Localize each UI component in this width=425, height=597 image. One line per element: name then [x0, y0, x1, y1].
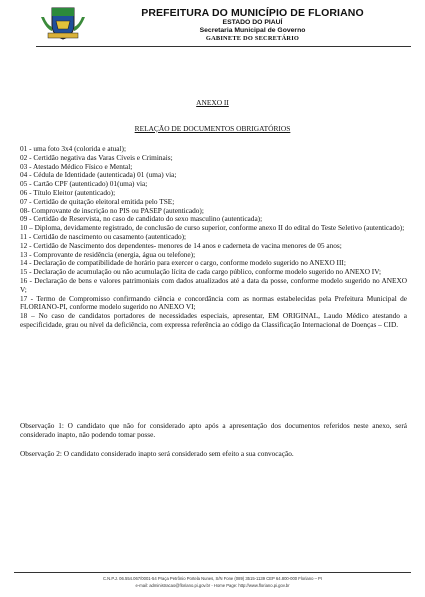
list-item: 12 - Certidão de Nascimento dos dependentes- menores de 14 anos e caderneta de vacina menores de 05 anos;	[20, 240, 342, 250]
observation-1: Observação 1: O candidato que não for considerado apto após a apresentação dos documentos referidos neste anexo, será considerado inapto, não podendo tomar posse.	[20, 421, 407, 439]
secretariat-name: Secretaria Municipal de Governo	[199, 27, 306, 34]
footer-divider	[14, 572, 411, 573]
list-item: 09 - Certidão de Reservista, no caso de candidato do sexo masculino (autenticada);	[20, 214, 263, 224]
list-item: 14 - Declaração de compatibilidade de horário para exercer o cargo, conforme modelo sugerido no ANEXO III;	[20, 258, 346, 268]
list-item: 13 - Comprovante de residência (energia, água ou telefone);	[20, 249, 196, 259]
annex-title: ANEXO II	[196, 98, 229, 107]
list-item: 16 - Declaração de bens e valores patrimoniais com dados atualizados até a data da posse, conforme modelo sugerido no ANEXO V;	[20, 275, 407, 294]
documents-list	[20, 145, 407, 330]
list-item: 17 - Termo de Compromisso confirmando ciência e concordância com as normas estabelecidas pela Prefeitura Municipal de FLORIANO-PI, conforme modelo sugerido no ANEXO VI;	[20, 293, 407, 312]
list-item: 01 - uma foto 3x4 (colorida e atual);	[20, 144, 126, 153]
municipality-title: PREFEITURA DO MUNICÍPIO DE FLORIANO	[141, 7, 364, 19]
list-item: 07 - Certidão de quitação eleitoral emitida pelo TSE;	[20, 196, 175, 206]
list-item: 03 - Atestado Médico Físico e Mental;	[20, 161, 133, 171]
list-item: 10 – Diploma, devidamente registrado, de conclusão de curso superior, conforme anexo II do edital do Teste Seletivo (autenticado);	[20, 223, 405, 233]
list-item: 05 - Cartão CPF (autenticado) 01(uma) via;	[20, 179, 148, 189]
office-name: GABINETE DO SECRETÁRIO	[205, 35, 300, 42]
documents-list-title: RELAÇÃO DE DOCUMENTOS OBRIGATÓRIOS	[134, 124, 291, 133]
header-divider	[36, 46, 411, 47]
list-item: 08- Comprovante de inscrição no PIS ou PASEP (autenticado);	[20, 205, 204, 215]
observation-2: Observação 2: O candidato considerado inapto será considerado sem efeito a sua convocação.	[20, 449, 294, 458]
municipal-coat-of-arms-logo	[38, 5, 88, 41]
footer-address: C.N.P.J. 06.554.067/0001-54 Praça Petrônio Portela Nunes, S/N Fone (089) 3515-1139 CEP 64.800-000 Floriano – PI	[102, 576, 323, 581]
list-item: 18 – No caso de candidatos portadores de necessidades especiais, apresentar, EM ORIGINAL, Laudo Médico atestando a especificidade, grau ou nível da deficiência, com expressa referência ao código da Classificação Internacional de Doenças – CID.	[20, 311, 407, 329]
list-item: 02 - Certidão negativa das Varas Cíveis e Criminais;	[20, 152, 173, 162]
list-item: 15 - Declaração de acumulação ou não acumulação lícita de cada cargo público, conforme modelo sugerido no ANEXO IV;	[20, 267, 381, 277]
list-item: 06 - Título Eleitor (autenticado);	[20, 187, 116, 197]
list-item: 04 - Cédula de Identidade (autenticada) 01 (uma) via;	[20, 170, 177, 180]
list-item: 11 - Certidão de nascimento ou casamento (autenticado);	[20, 231, 187, 241]
letterhead	[90, 7, 415, 43]
state-name: ESTADO DO PIAUÍ	[222, 19, 283, 26]
footer-contact: e-mail: administracao@floriano.pi.gov.br - Home Page: http://www.floriano.pi.gov.br	[135, 583, 290, 588]
